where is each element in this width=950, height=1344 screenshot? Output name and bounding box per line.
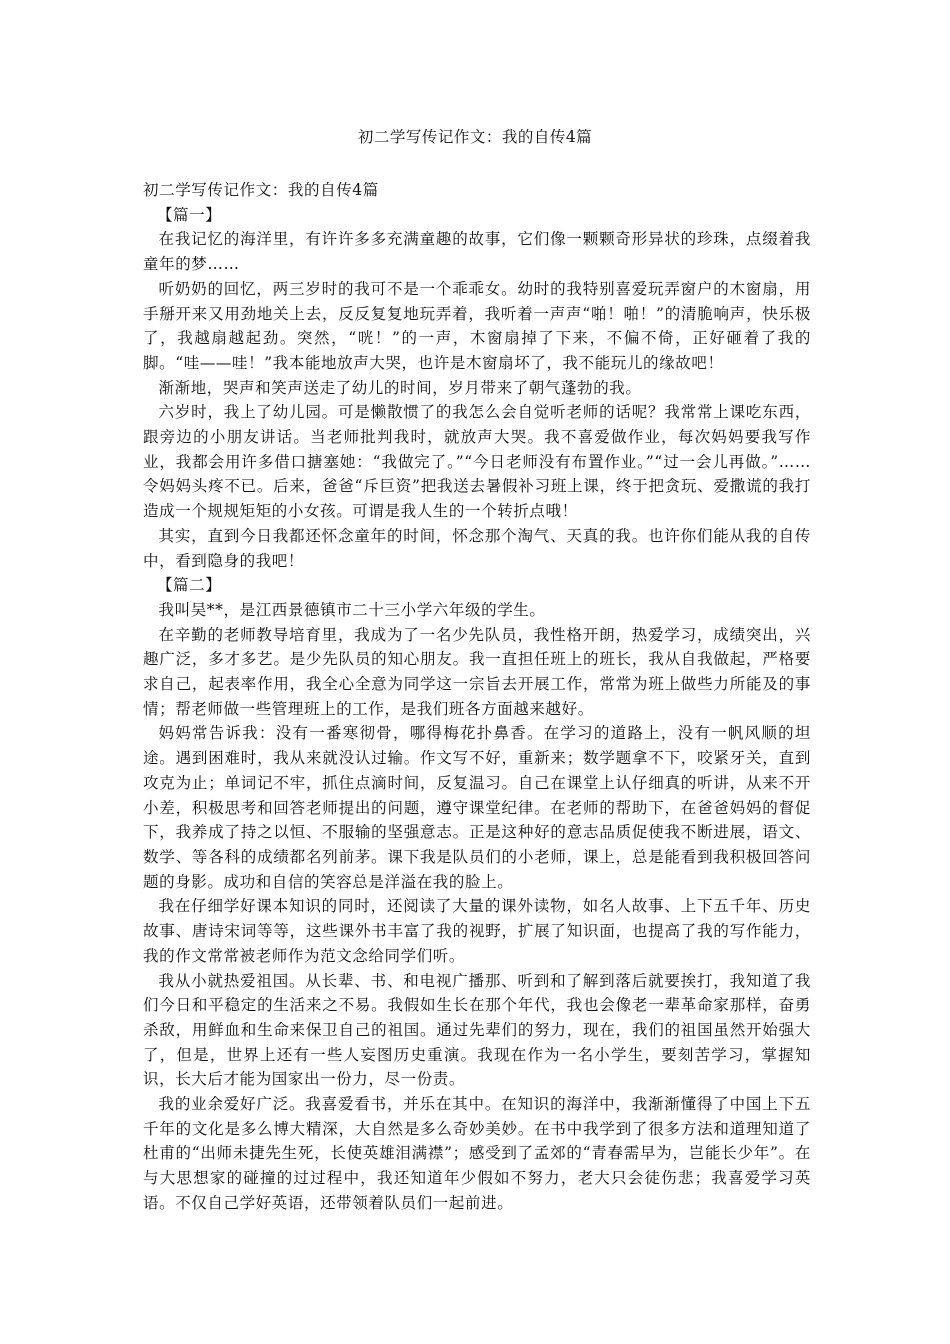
paragraph: 我的业余爱好广泛。我喜爱看书，并乐在其中。在知识的海洋中，我渐渐懂得了中国上下五千年的文化是多么博大精深，大自然是多么奇妙美妙。在书中我学到了很多方法和道理知道了杜甫的“出师未捷先生死，长使英雄泪满襟”；感受到了孟郊的“青春需早为，岂能长少年”。在与大思想家的碰撞的过过程中，我还知道年少假如不努力，老大只会徒伤悲；我喜爱学习英语。不仅自己学好英语，还带领着队员们一起前进。 (143, 1095, 811, 1212)
document-body (143, 178, 811, 1216)
section-heading-2: 【篇二】 (156, 576, 222, 595)
document-title: 初二学写传记作文：我的自传4篇 (357, 128, 593, 146)
paragraph: 我叫吴**，是江西景德镇市二十三小学六年级的学生。 (158, 600, 546, 619)
paragraph: 我在仔细学好课本知识的同时，还阅读了大量的课外读物，如名人故事、上下五千年、历史故事、唐诗宋词等等，这些课外书丰富了我的视野，扩展了知识面，也提高了我的写作能力，我的作文常常被老师作为范文念给同学们听。 (143, 897, 811, 965)
paragraph: 渐渐地，哭声和笑声送走了幼儿的时间，岁月带来了朝气蓬勃的我。 (158, 378, 642, 397)
paragraph: 听奶奶的回忆，两三岁时的我可不是一个乖乖女。幼时的我特别喜爱玩弄窗户的木窗扇，用手掰开来又用劲地关上去，反反复复地玩弄着，我听着一声声“啪！啪！”的清脆响声，快乐极了，我越扇越起劲。突然，“咣！”的一声，木窗扇掉了下来，不偏不倚，正好砸着了我的脚。“哇——哇！”我本能地放声大哭，也许是木窗扇坏了，我不能玩儿的缘故吧！ (143, 279, 811, 372)
paragraph: 我从小就热爱祖国。从长辈、书、和电视广播那、听到和了解到落后就要挨打，我知道了我们今日和平稳定的生活来之不易。我假如生长在那个年代，我也会像老一辈革命家那样，奋勇杀敌，用鲜血和生命来保卫自己的祖国。通过先辈们的努力，现在，我们的祖国虽然开始强大了，但是，世界上还有一些人妄图历史重演。我现在作为一名小学生，要刻苦学习，掌握知识，长大后才能为国家出一份力，尽一份责。 (143, 971, 811, 1089)
document-subtitle: 初二学写传记作文：我的自传4篇 (143, 181, 379, 199)
section-heading-1: 【篇一】 (156, 205, 222, 224)
paragraph: 在辛勤的老师教导培育里，我成为了一名少先队员，我性格开朗，热爱学习，成绩突出，兴趣广泛，多才多艺。是少先队员的知心朋友。我一直担任班上的班长，我从自我做起，严格要求自己，起表率作用，我全心全意为同学这一宗旨去开展工作，常常为班上做些力所能及的事情；帮老师做一些管理班上的工作，是我们班各方面越来越好。 (143, 625, 811, 718)
paragraph: 其实，直到今日我都还怀念童年的时间，怀念那个淘气、天真的我。也许你们能从我的自传中，看到隐身的我吧！ (143, 526, 811, 570)
paragraph: 在我记忆的海洋里，有许许多多充满童趣的故事，它们像一颗颗奇形异状的珍珠，点缀着我童年的梦…… (143, 230, 811, 274)
paragraph: 六岁时，我上了幼儿园。可是懒散惯了的我怎么会自觉听老师的话呢？我常常上课吃东西，跟旁边的小朋友讲话。当老师批判我时，就放声大哭。我不喜爱做作业，每次妈妈要我写作业，我都会用许多借口搪塞她：“我做完了。”“今日老师没有布置作业。”“过一会儿再做。”……令妈妈头疼不已。后来，爸爸“斥巨资”把我送去暑假补习班上课，终于把贪玩、爱撒谎的我打造成一个规规矩矩的小女孩。可谓是我人生的一个转折点哦！ (143, 403, 811, 521)
paragraph: 妈妈常告诉我：没有一番寒彻骨，哪得梅花扑鼻香。在学习的道路上，没有一帆风顺的坦途。遇到困难时，我从来就没认过输。作文写不好，重新来；数学题拿不下，咬紧牙关，直到攻克为止；单词记不牢，抓住点滴时间，反复温习。自己在课堂上认仔细真的听讲，从来不开小差，积极思考和回答老师提出的问题，遵守课堂纪律。在老师的帮助下，在爸爸妈妈的督促下，我养成了持之以恒、不服输的坚强意志。正是这种好的意志品质促使我不断进展，语文、数学、等各科的成绩都名列前茅。课下我是队员们的小老师，课上，总是能看到我积极回答问题的身影。成功和自信的笑容总是洋溢在我的脸上。 (143, 724, 811, 891)
